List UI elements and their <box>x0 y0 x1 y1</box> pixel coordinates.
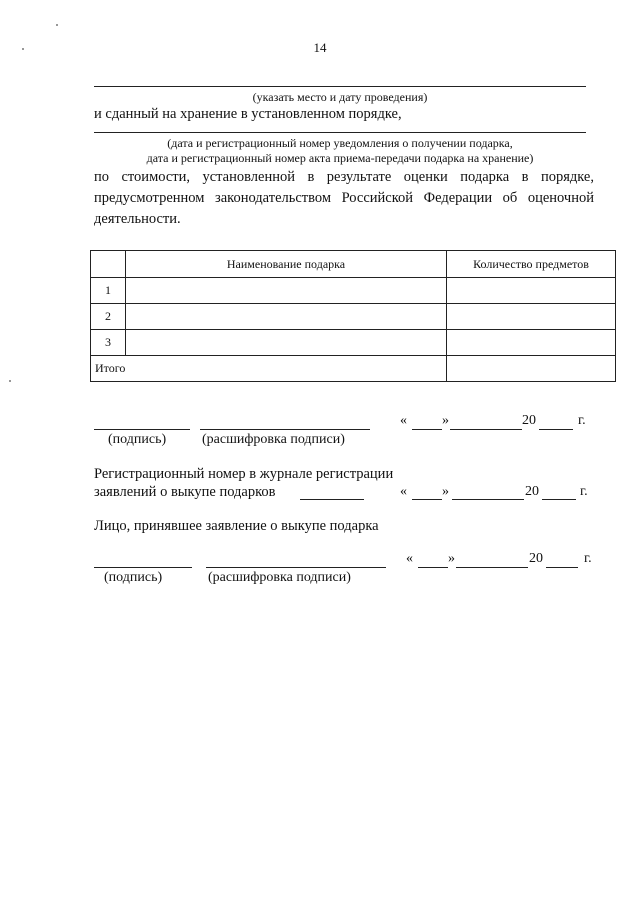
total-quantity <box>447 356 616 382</box>
month-line <box>450 429 522 430</box>
date-close-quote: » <box>448 551 455 566</box>
row-quantity <box>447 304 616 330</box>
receiver-title: Лицо, принявшее заявление о выкупе подарка <box>94 518 379 534</box>
valuation-line-1: по стоимости, установленной в результате оценки подарка в порядке, <box>94 169 594 185</box>
row-number: 2 <box>91 304 126 330</box>
year-prefix: 20 <box>525 484 539 499</box>
day-line <box>418 567 448 568</box>
signature-line <box>94 567 192 568</box>
header-number <box>91 251 126 278</box>
scan-speck <box>9 380 11 382</box>
table-total-row <box>91 356 616 382</box>
year-suffix: г. <box>578 413 586 428</box>
valuation-line-2: предусмотренном законодательством Российской Федерации об оценочной <box>94 190 594 206</box>
caption-place-date: (указать место и дату проведения) <box>252 90 428 104</box>
day-line <box>412 499 442 500</box>
signature-caption: (подпись) <box>108 432 167 447</box>
year-line <box>546 567 578 568</box>
decoding-caption: (расшифровка подписи) <box>208 570 351 585</box>
valuation-paragraph <box>94 167 594 230</box>
storage-line: и сданный на хранение в установленном порядке, <box>94 106 402 122</box>
table-row <box>91 304 616 330</box>
table-header-row <box>91 251 616 278</box>
valuation-line-3: деятельности. <box>94 211 181 227</box>
registration-number-line <box>300 499 364 500</box>
total-label: Итого <box>91 356 447 382</box>
decoding-caption: (расшифровка подписи) <box>202 432 345 447</box>
year-prefix: 20 <box>522 413 536 428</box>
date-open-quote: « <box>406 551 413 566</box>
registration-line-2: заявлений о выкупе подарков <box>94 484 276 500</box>
date-open-quote: « <box>400 484 407 499</box>
caption-notification-2: дата и регистрационный номер акта приема-передачи подарка на хранение) <box>146 151 534 165</box>
registration-line-1: Регистрационный номер в журнале регистрации <box>94 466 394 482</box>
scan-speck <box>56 24 58 26</box>
header-gift-name: Наименование подарка <box>126 251 447 278</box>
year-suffix: г. <box>580 484 588 499</box>
month-line <box>456 567 528 568</box>
row-gift-name <box>126 330 447 356</box>
year-line <box>539 429 573 430</box>
date-open-quote: « <box>400 413 407 428</box>
decoding-line <box>206 567 386 568</box>
notification-line <box>94 132 586 133</box>
day-line <box>412 429 442 430</box>
signature-line <box>94 429 190 430</box>
month-line <box>452 499 524 500</box>
date-close-quote: » <box>442 484 449 499</box>
row-gift-name <box>126 304 447 330</box>
year-line <box>542 499 576 500</box>
header-quantity: Количество предметов <box>447 251 616 278</box>
table-row <box>91 278 616 304</box>
table-row <box>91 330 616 356</box>
signature-caption: (подпись) <box>104 570 163 585</box>
place-date-line <box>94 86 586 87</box>
row-quantity <box>447 278 616 304</box>
year-suffix: г. <box>584 551 592 566</box>
decoding-line <box>200 429 370 430</box>
page-number: 14 <box>313 40 327 55</box>
date-close-quote: » <box>442 413 449 428</box>
year-prefix: 20 <box>529 551 543 566</box>
row-gift-name <box>126 278 447 304</box>
row-quantity <box>447 330 616 356</box>
caption-notification-1: (дата и регистрационный номер уведомления о получении подарка, <box>167 136 513 150</box>
row-number: 1 <box>91 278 126 304</box>
gifts-table <box>90 250 616 382</box>
row-number: 3 <box>91 330 126 356</box>
